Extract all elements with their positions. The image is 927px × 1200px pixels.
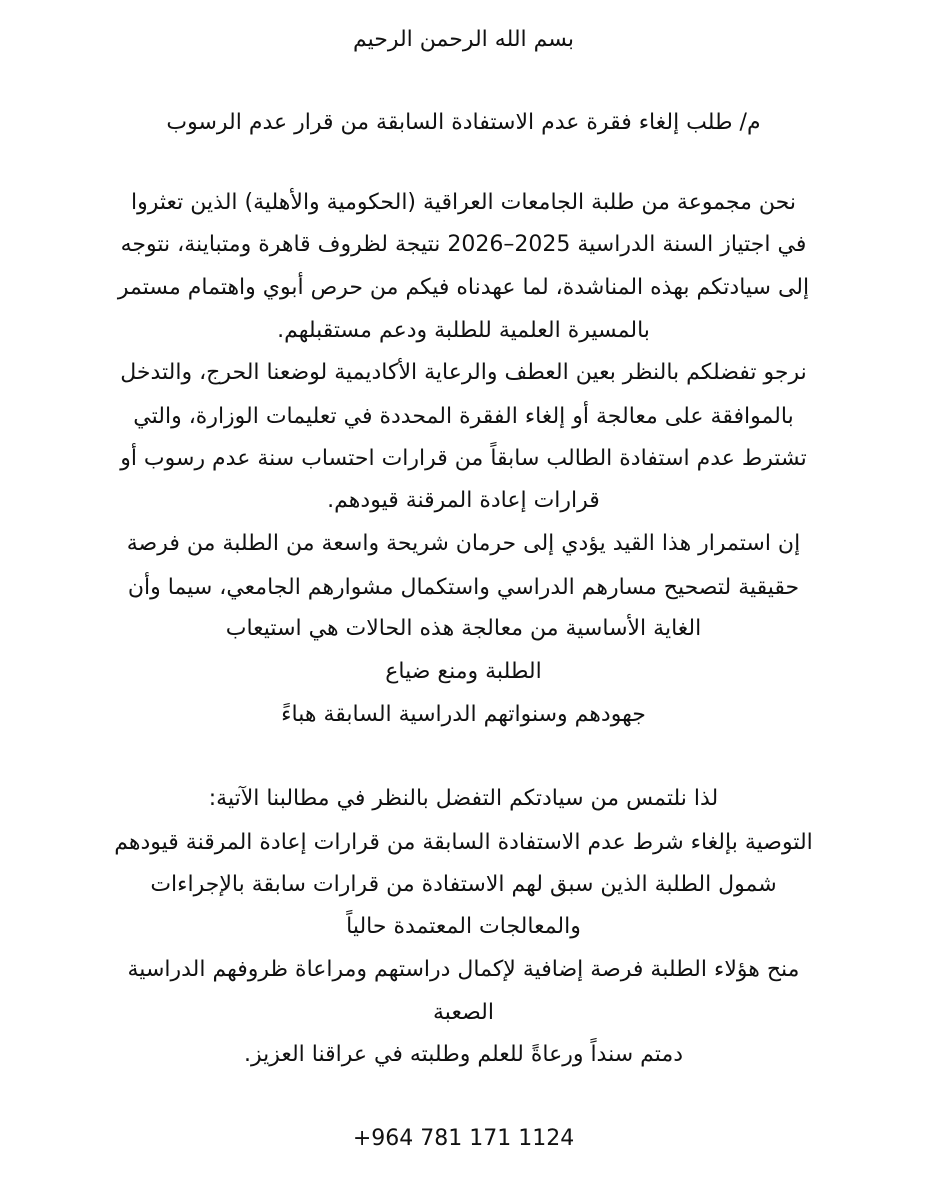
request-item: شمول الطلبة الذين سبق لهم الاستفادة من قرارات سابقة بالإجراءات — [150, 872, 777, 897]
paragraph3-line: حقيقية لتصحيح مسارهم الدراسي واستكمال مشوارهم الجامعي، سيما وأن — [127, 575, 800, 600]
paragraph3-line: إن استمرار هذا القيد يؤدي إلى حرمان شريحة واسعة من الطلبة من فرصة — [126, 531, 801, 556]
paragraph1-line: نحن مجموعة من طلبة الجامعات العراقية (الحكومية والأهلية) الذين تعثروا — [131, 190, 796, 215]
paragraph2-line: نرجو تفضلكم بالنظر بعين العطف والرعاية الأكاديمية لوضعنا الحرج، والتدخل — [120, 360, 807, 385]
paragraph2-line: قرارات إعادة المرقنة قيودهم. — [327, 488, 600, 513]
request-item: الصعبة — [433, 1000, 494, 1025]
request-item: منح هؤلاء الطلبة فرصة إضافية لإكمال دراستهم ومراعاة ظروفهم الدراسية — [127, 957, 800, 982]
closing-line: دمتم سنداً ورعاةً للعلم وطلبته في عراقنا العزيز. — [243, 1042, 684, 1067]
basmala: بسم الله الرحمن الرحيم — [352, 27, 575, 52]
requests-intro: لذا نلتمس من سيادتكم التفضل بالنظر في مطالبنا الآتية: — [208, 786, 719, 811]
paragraph3-line: الغاية الأساسية من معالجة هذه الحالات هي استيعاب — [225, 616, 702, 641]
paragraph2-line: تشترط عدم استفادة الطالب سابقاً من قرارات احتساب سنة عدم رسوب أو — [120, 446, 807, 471]
paragraph1-line: إلى سيادتكم بهذه المناشدة، لما عهدناه فيكم من حرص أبوي واهتمام مستمر — [117, 275, 810, 300]
paragraph1-line: في اجتياز السنة الدراسية 2025–2026 نتيجة لظروف قاهرة ومتباينة، نتوجه — [120, 232, 807, 257]
request-item: والمعالجات المعتمدة حالياً — [346, 914, 581, 939]
phone-number: +964 781 171 1124 — [352, 1126, 575, 1151]
paragraph3-line: الطلبة ومنع ضياع — [385, 659, 542, 684]
paragraph3-line: جهودهم وسنواتهم الدراسية السابقة هباءً — [281, 702, 646, 727]
letter-subject: م/ طلب إلغاء فقرة عدم الاستفادة السابقة من قرار عدم الرسوب — [166, 110, 761, 135]
request-item: التوصية بإلغاء شرط عدم الاستفادة السابقة من قرارات إعادة المرقنة قيودهم — [114, 830, 813, 855]
paragraph1-line: بالمسيرة العلمية للطلبة ودعم مستقبلهم. — [277, 318, 650, 343]
paragraph2-line: بالموافقة على معالجة أو إلغاء الفقرة المحددة في تعليمات الوزارة، والتي — [133, 404, 794, 429]
